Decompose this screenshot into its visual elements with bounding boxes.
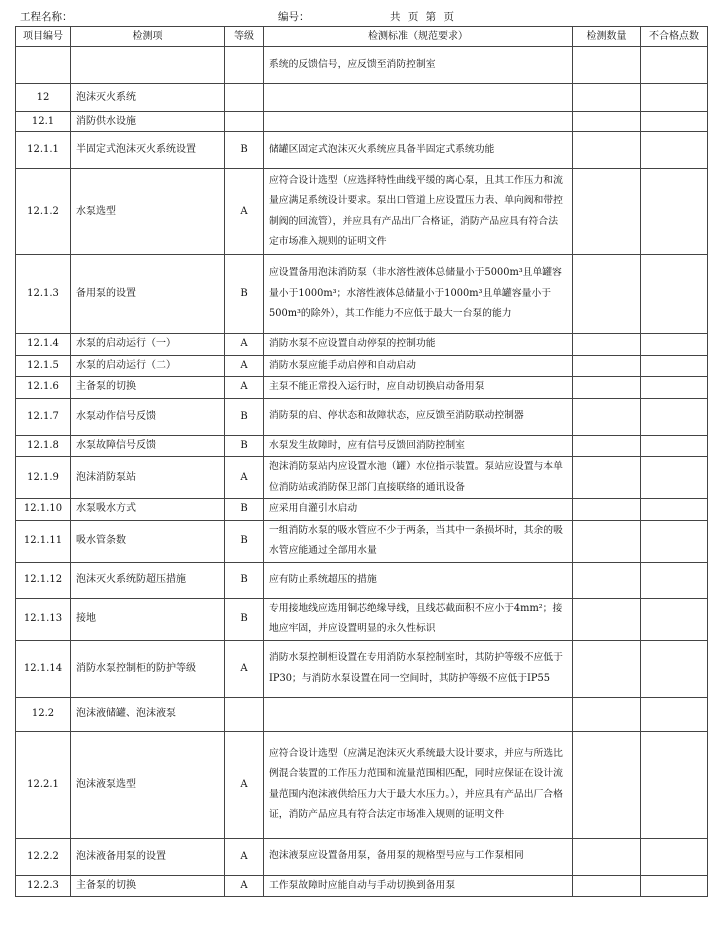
table-row [16,334,708,356]
inspection-item-cell: 泡沫液储罐、泡沫液泵 [71,697,225,731]
standard-cell: 主泵不能正常投入运行时，应自动切换启动备用泵 [264,377,573,399]
column-header: 等级 [225,27,264,47]
failed-points-cell [641,499,708,521]
standard-cell: 应采用自灌引水启动 [264,499,573,521]
inspection-item-cell: 水泵的启动运行（一） [71,334,225,356]
column-header: 检测数量 [573,27,641,47]
standard-cell: 消防水泵控制柜设置在专用消防水泵控制室时，其防护等级不应低于IP30；与消防水泵设置在同一空间时，其防护等级不应低于IP55 [264,640,573,697]
item-number-cell: 12.1.2 [16,169,71,255]
failed-points-cell [641,457,708,499]
inspection-item-cell [71,47,225,84]
item-number-cell: 12.1.11 [16,520,71,562]
standard-cell: 消防泵的启、停状态和故障状态，应反馈至消防联动控制器 [264,398,573,435]
item-number-cell: 12.2.2 [16,838,71,875]
inspection-count-cell [573,520,641,562]
inspection-item-cell: 消防供水设施 [71,112,225,132]
table-row [16,457,708,499]
failed-points-cell [641,731,708,838]
standard-cell: 消防水泵应能手动启停和自动启动 [264,355,573,377]
inspection-item-cell: 水泵动作信号反馈 [71,398,225,435]
inspection-count-cell [573,435,641,457]
table-row [16,598,708,640]
table-row [16,377,708,399]
standard-cell: 消防水泵不应设置自动停泵的控制功能 [264,334,573,356]
item-number-cell: 12.1.13 [16,598,71,640]
inspection-count-cell [573,731,641,838]
inspection-item-cell: 主备泵的切换 [71,875,225,897]
standard-cell: 专用接地线应选用铜芯绝缘导线，且线芯截面积不应小于4mm²；接地应牢固，并应设置明显的永久性标识 [264,598,573,640]
standard-cell: 储罐区固定式泡沫灭火系统应具备半固定式系统功能 [264,132,573,169]
failed-points-cell [641,875,708,897]
inspection-count-cell [573,84,641,112]
failed-points-cell [641,435,708,457]
standard-cell [264,84,573,112]
grade-cell: A [225,334,264,356]
project-name-label: 工程名称： [20,11,73,23]
failed-points-cell [641,334,708,356]
grade-cell: A [225,875,264,897]
inspection-item-cell: 消防水泵控制柜的防护等级 [71,640,225,697]
table-header-row [16,27,708,47]
inspection-count-cell [573,355,641,377]
standard-cell: 泡沫消防泵站内应设置水池（罐）水位指示装置。泵站应设置与本单位消防站或消防保卫部门直接联络的通讯设备 [264,457,573,499]
table-row [16,84,708,112]
grade-cell: A [225,355,264,377]
inspection-item-cell: 主备泵的切换 [71,377,225,399]
failed-points-cell [641,84,708,112]
table-row [16,132,708,169]
item-number-cell: 12.1.6 [16,377,71,399]
item-number-cell: 12.1.5 [16,355,71,377]
grade-cell [225,112,264,132]
table-row [16,355,708,377]
inspection-count-cell [573,838,641,875]
inspection-item-cell: 泡沫消防泵站 [71,457,225,499]
standard-cell: 应符合设计选型（应满足泡沫灭火系统最大设计要求，并应与所选比例混合装置的工作压力范围和流量范围相匹配，同时应保证在设计流量范围内泡沫液供给压力大于最大水压力。），并应具有产品出厂合格证，消防产品应具有符合法定市场准入规则的证明文件 [264,731,573,838]
item-number-cell: 12.1.4 [16,334,71,356]
inspection-count-cell [573,169,641,255]
item-number-cell: 12.1 [16,112,71,132]
failed-points-cell [641,838,708,875]
form-header [20,9,699,25]
inspection-item-cell: 半固定式泡沫灭火系统设置 [71,132,225,169]
inspection-item-cell: 泡沫灭火系统 [71,84,225,112]
item-number-cell: 12.1.7 [16,398,71,435]
inspection-count-cell [573,255,641,334]
failed-points-cell [641,377,708,399]
standard-cell: 应设置备用泡沫消防泵（非水溶性液体总储量小于5000m³且单罐容量小于1000m³；水溶性液体总储量小于1000m³且单罐容量小于500m³的除外），其工作能力不应低于最大一台泵的能力 [264,255,573,334]
standard-cell: 一组消防水泵的吸水管应不少于两条，当其中一条损坏时，其余的吸水管应能通过全部用水量 [264,520,573,562]
inspection-count-cell [573,377,641,399]
inspection-count-cell [573,47,641,84]
item-number-cell: 12.1.10 [16,499,71,521]
table-row [16,169,708,255]
standard-cell: 应符合设计选型（应选择特性曲线平缓的离心泵，且其工作压力和流量应满足系统设计要求。泵出口管道上应设置压力表、单向阀和带控制阀的回流管），并应具有产品出厂合格证，消防产品应具有符合法定市场准入规则的证明文件 [264,169,573,255]
grade-cell: B [225,398,264,435]
failed-points-cell [641,398,708,435]
failed-points-cell [641,132,708,169]
table-row [16,640,708,697]
grade-cell [225,47,264,84]
inspection-item-cell: 泡沫液泵选型 [71,731,225,838]
inspection-count-cell [573,398,641,435]
table-row [16,47,708,84]
table-row [16,562,708,598]
table-row [16,398,708,435]
inspection-item-cell: 泡沫灭火系统防超压措施 [71,562,225,598]
serial-number-label: 编号： [278,11,310,23]
inspection-table [15,26,708,897]
table-body [16,47,708,897]
column-header: 项目编号 [16,27,71,47]
failed-points-cell [641,562,708,598]
inspection-count-cell [573,499,641,521]
inspection-item-cell: 水泵选型 [71,169,225,255]
standard-cell: 泡沫液泵应设置备用泵，备用泵的规格型号应与工作泵相同 [264,838,573,875]
standard-cell: 系统的反馈信号，应反馈至消防控制室 [264,47,573,84]
inspection-count-cell [573,112,641,132]
inspection-item-cell: 水泵故障信号反馈 [71,435,225,457]
failed-points-cell [641,112,708,132]
grade-cell: A [225,457,264,499]
item-number-cell: 12.2.1 [16,731,71,838]
inspection-count-cell [573,598,641,640]
standard-cell [264,697,573,731]
inspection-count-cell [573,640,641,697]
column-header: 检测项 [71,27,225,47]
grade-cell: A [225,640,264,697]
inspection-item-cell: 泡沫液备用泵的设置 [71,838,225,875]
grade-cell: B [225,435,264,457]
item-number-cell: 12.2 [16,697,71,731]
inspection-count-cell [573,697,641,731]
grade-cell: A [225,838,264,875]
failed-points-cell [641,355,708,377]
column-header: 不合格点数 [641,27,708,47]
table-row [16,255,708,334]
grade-cell: B [225,132,264,169]
inspection-item-cell: 水泵的启动运行（二） [71,355,225,377]
standard-cell: 水泵发生故障时，应有信号反馈回消防控制室 [264,435,573,457]
item-number-cell: 12.1.3 [16,255,71,334]
inspection-item-cell: 水泵吸水方式 [71,499,225,521]
failed-points-cell [641,697,708,731]
failed-points-cell [641,255,708,334]
failed-points-cell [641,169,708,255]
item-number-cell: 12.1.14 [16,640,71,697]
failed-points-cell [641,520,708,562]
item-number-cell: 12.1.8 [16,435,71,457]
inspection-item-cell: 接地 [71,598,225,640]
item-number-cell: 12 [16,84,71,112]
item-number-cell: 12.1.9 [16,457,71,499]
table-row [16,838,708,875]
item-number-cell [16,47,71,84]
item-number-cell: 12.1.1 [16,132,71,169]
inspection-count-cell [573,562,641,598]
table-row [16,435,708,457]
standard-cell [264,112,573,132]
inspection-count-cell [573,132,641,169]
inspection-count-cell [573,875,641,897]
grade-cell: A [225,169,264,255]
failed-points-cell [641,598,708,640]
grade-cell: B [225,255,264,334]
grade-cell: B [225,562,264,598]
column-header: 检测标准（规范要求） [264,27,573,47]
grade-cell: B [225,598,264,640]
inspection-count-cell [573,334,641,356]
grade-cell: B [225,520,264,562]
table-row [16,697,708,731]
standard-cell: 工作泵故障时应能自动与手动切换到备用泵 [264,875,573,897]
item-number-cell: 12.1.12 [16,562,71,598]
inspection-count-cell [573,457,641,499]
grade-cell: A [225,377,264,399]
item-number-cell: 12.2.3 [16,875,71,897]
grade-cell: B [225,499,264,521]
table-row [16,520,708,562]
grade-cell [225,84,264,112]
failed-points-cell [641,47,708,84]
table-row [16,499,708,521]
table-row [16,875,708,897]
table-row [16,112,708,132]
inspection-item-cell: 吸水管条数 [71,520,225,562]
grade-cell [225,697,264,731]
failed-points-cell [641,640,708,697]
inspection-item-cell: 备用泵的设置 [71,255,225,334]
grade-cell: A [225,731,264,838]
page-count-label: 共 页 第 页 [390,11,457,23]
standard-cell: 应有防止系统超压的措施 [264,562,573,598]
table-row [16,731,708,838]
